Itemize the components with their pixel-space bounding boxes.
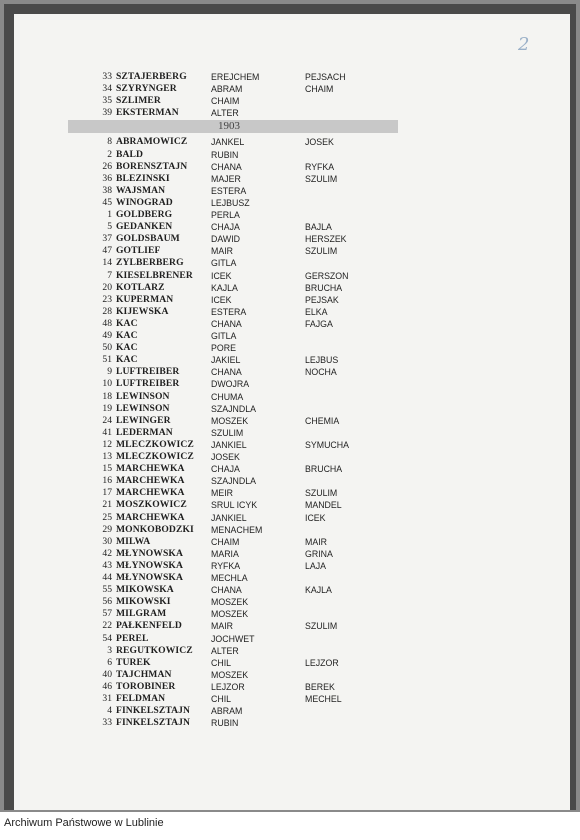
- entry-number: 46: [102, 680, 112, 692]
- entry-surname: TAJCHMAN: [116, 668, 172, 680]
- list-row: [0, 560, 580, 572]
- entry-given-name: SZAJNDLA: [211, 476, 256, 487]
- entry-second-name: SZULIM: [305, 246, 338, 257]
- list-row: [0, 378, 580, 390]
- entry-given-name: CHANA: [211, 585, 242, 596]
- entry-second-name: ELKA: [305, 306, 328, 317]
- entry-number: 21: [102, 499, 112, 511]
- entry-given-name: ICEK: [211, 270, 232, 281]
- entry-second-name: SZULIM: [305, 621, 338, 632]
- list-row: [0, 257, 580, 269]
- entry-surname: MIKOWSKA: [116, 584, 174, 596]
- list-row: [0, 83, 580, 95]
- list-row: [0, 149, 580, 161]
- entry-given-name: PERLA: [211, 210, 240, 220]
- entry-surname: BLEZINSKI: [116, 172, 170, 184]
- entry-given-name: MOSZEK: [211, 415, 249, 426]
- entry-given-name: RYFKA: [211, 560, 241, 571]
- entry-second-name: GRINA: [305, 548, 333, 559]
- entry-given-name: ABRAM: [211, 706, 243, 717]
- entry-surname: SZYRYNGER: [116, 83, 177, 95]
- year-section-header: [68, 120, 398, 133]
- entry-surname: PEREL: [116, 632, 149, 644]
- entry-second-name: GERSZON: [305, 270, 349, 281]
- entry-given-name: CHAIM: [211, 536, 240, 547]
- entry-second-name: LAJA: [305, 560, 327, 571]
- entry-given-name: ESTERA: [211, 306, 247, 317]
- entry-number: 22: [102, 620, 112, 632]
- entry-number: 45: [102, 196, 112, 208]
- entry-given-name: MECHLA: [211, 573, 248, 583]
- entry-surname: MARCHEWKA: [116, 475, 185, 487]
- list-row: [0, 536, 580, 548]
- list-row: [0, 572, 580, 584]
- entry-number: 12: [102, 438, 112, 450]
- entry-number: 28: [102, 305, 112, 317]
- entry-number: 24: [102, 414, 112, 426]
- entry-number: 25: [102, 511, 112, 523]
- list-row: [0, 136, 580, 148]
- entry-given-name: CHANA: [211, 318, 242, 329]
- entry-surname: SZLIMER: [116, 95, 161, 107]
- entry-given-name: MOSZEK: [211, 597, 249, 608]
- entry-second-name: HERSZEK: [305, 234, 347, 245]
- list-row: [0, 233, 580, 245]
- entry-given-name: CHIL: [211, 694, 232, 704]
- list-row: [0, 620, 580, 632]
- entry-surname: GOLDSBAUM: [116, 233, 180, 245]
- entry-second-name: LEJZOR: [305, 657, 339, 668]
- list-row: [0, 342, 580, 354]
- entry-given-name: CHUMA: [211, 391, 244, 402]
- entry-given-name: ALTER: [211, 108, 239, 119]
- entry-given-name: CHAJA: [211, 464, 240, 475]
- entry-surname: PAŁKENFELD: [116, 620, 182, 632]
- list-row: [0, 717, 580, 729]
- entry-number: 10: [102, 378, 112, 390]
- entry-given-name: RUBIN: [211, 718, 239, 729]
- entry-number: 7: [107, 269, 112, 281]
- list-row: [0, 451, 580, 463]
- entry-surname: KAC: [116, 317, 138, 329]
- entry-second-name: MANDEL: [305, 500, 342, 511]
- entry-surname: MLECZKOWICZ: [116, 438, 194, 450]
- entry-given-name: DAWID: [211, 234, 240, 245]
- entry-number: 34: [102, 83, 112, 95]
- entry-given-name: CHANA: [211, 161, 242, 172]
- handwritten-page-number: 2: [518, 34, 530, 55]
- entry-surname: KOTLARZ: [116, 281, 165, 293]
- entry-given-name: CHAJA: [211, 222, 240, 233]
- entry-surname: TOROBINER: [116, 680, 176, 692]
- year-label: 1903: [218, 120, 240, 132]
- list-row: [0, 633, 580, 645]
- list-row: [0, 548, 580, 560]
- entry-second-name: CHAIM: [305, 84, 334, 95]
- entry-number: 13: [102, 451, 112, 462]
- entry-number: 23: [102, 293, 112, 305]
- entry-surname: FELDMAN: [116, 693, 166, 704]
- entry-given-name: CHIL: [211, 657, 232, 668]
- entry-surname: MŁYNOWSKA: [116, 559, 183, 571]
- entry-given-name: MOSZEK: [211, 669, 249, 680]
- entry-number: 44: [102, 572, 112, 583]
- list-row: [0, 512, 580, 524]
- list-row: [0, 681, 580, 693]
- entry-given-name: JAKIEL: [211, 355, 241, 366]
- entry-second-name: SZULIM: [305, 488, 338, 499]
- list-row: [0, 439, 580, 451]
- entry-surname: MLECZKOWICZ: [116, 451, 194, 462]
- entry-surname: MOSZKOWICZ: [116, 499, 187, 511]
- list-row: [0, 294, 580, 306]
- entry-given-name: KAJLA: [211, 282, 238, 293]
- entry-surname: KAC: [116, 342, 138, 354]
- list-row: [0, 173, 580, 185]
- entry-given-name: EREJCHEM: [211, 72, 260, 82]
- entry-given-name: CHANA: [211, 367, 242, 378]
- entry-surname: GOTLIEF: [116, 245, 161, 257]
- entry-surname: ABRAMOWICZ: [116, 136, 188, 148]
- entry-number: 41: [102, 426, 112, 438]
- entry-number: 3: [107, 644, 112, 656]
- entry-number: 39: [102, 107, 112, 119]
- list-row: [0, 306, 580, 318]
- entry-number: 35: [102, 95, 112, 107]
- entry-surname: BALD: [116, 148, 144, 160]
- entry-number: 31: [102, 693, 112, 704]
- entry-number: 20: [102, 281, 112, 293]
- entry-surname: GEDANKEN: [116, 221, 173, 233]
- list-row: [0, 95, 580, 107]
- entry-number: 42: [102, 547, 112, 559]
- entry-given-name: MOSZEK: [211, 609, 249, 620]
- list-row: [0, 71, 580, 83]
- list-row: [0, 330, 580, 342]
- entry-surname: REGUTKOWICZ: [116, 644, 193, 656]
- list-row: [0, 693, 580, 705]
- entry-surname: GOLDBERG: [116, 209, 173, 220]
- entry-number: 50: [102, 342, 112, 354]
- entry-number: 29: [102, 523, 112, 535]
- list-row: [0, 403, 580, 415]
- entry-second-name: NOCHA: [305, 367, 337, 378]
- list-row: [0, 415, 580, 427]
- entry-surname: LUFTREIBER: [116, 378, 180, 390]
- list-row: [0, 221, 580, 233]
- entry-number: 17: [102, 487, 112, 499]
- entry-surname: MONKOBODZKI: [116, 523, 194, 535]
- list-row: [0, 282, 580, 294]
- entry-given-name: MAIR: [211, 246, 233, 257]
- entry-given-name: GITLA: [211, 331, 237, 341]
- entry-number: 18: [102, 390, 112, 402]
- entry-number: 5: [107, 221, 112, 233]
- entry-number: 6: [107, 656, 112, 668]
- entry-surname: KAC: [116, 330, 138, 341]
- entry-number: 26: [102, 160, 112, 172]
- entry-given-name: JANKEL: [211, 137, 245, 148]
- entry-given-name: ICEK: [211, 294, 232, 305]
- entry-number: 14: [102, 257, 112, 269]
- entry-surname: LEWINGER: [116, 414, 171, 426]
- entry-surname: MILWA: [116, 535, 151, 547]
- entry-second-name: BRUCHA: [305, 282, 343, 293]
- list-row: [0, 487, 580, 499]
- entry-second-name: SYMUCHA: [305, 439, 349, 450]
- entry-surname: LEWINSON: [116, 402, 170, 414]
- list-row: [0, 705, 580, 717]
- entry-second-name: PEJSAK: [305, 294, 339, 305]
- list-row: [0, 197, 580, 209]
- entry-second-name: BEREK: [305, 681, 335, 692]
- entry-given-name: PORE: [211, 343, 236, 354]
- entry-given-name: SZULIM: [211, 427, 244, 438]
- list-row: [0, 669, 580, 681]
- entry-second-name: RYFKA: [305, 161, 335, 172]
- list-row: [0, 608, 580, 620]
- entry-number: 38: [102, 184, 112, 196]
- entry-surname: MILGRAM: [116, 608, 167, 620]
- entry-surname: KUPERMAN: [116, 293, 174, 305]
- entry-given-name: CHAIM: [211, 96, 240, 107]
- entry-number: 40: [102, 668, 112, 680]
- entry-given-name: MEIR: [211, 488, 233, 499]
- entry-number: 36: [102, 172, 112, 184]
- archive-footer: [0, 812, 580, 840]
- entry-given-name: JOCHWET: [211, 633, 255, 644]
- entry-surname: FINKELSZTAJN: [116, 705, 191, 717]
- entry-number: 55: [102, 584, 112, 596]
- entry-given-name: LEJBUSZ: [211, 197, 250, 208]
- entry-second-name: CHEMIA: [305, 415, 340, 426]
- entry-given-name: MAJER: [211, 173, 241, 184]
- entry-number: 19: [102, 402, 112, 414]
- entry-number: 4: [107, 705, 112, 717]
- entry-number: 57: [102, 608, 112, 620]
- entry-given-name: ABRAM: [211, 84, 243, 95]
- list-row: [0, 427, 580, 439]
- entry-given-name: JANKIEL: [211, 512, 247, 523]
- list-row: [0, 645, 580, 657]
- entry-surname: MŁYNOWSKA: [116, 547, 183, 559]
- list-row: [0, 596, 580, 608]
- list-row: [0, 245, 580, 257]
- list-row: [0, 209, 580, 221]
- entry-surname: EKSTERMAN: [116, 107, 179, 119]
- entry-second-name: ICEK: [305, 512, 326, 523]
- list-row: [0, 185, 580, 197]
- entry-second-name: FAJGA: [305, 318, 333, 329]
- entry-second-name: BAJLA: [305, 222, 332, 233]
- entry-given-name: JOSEK: [211, 452, 240, 462]
- entry-number: 51: [102, 354, 112, 366]
- entry-given-name: ESTERA: [211, 185, 247, 196]
- entry-number: 43: [102, 559, 112, 571]
- entry-second-name: MECHEL: [305, 694, 342, 704]
- entry-second-name: JOSEK: [305, 137, 334, 148]
- entry-second-name: MAIR: [305, 536, 327, 547]
- entry-surname: WINOGRAD: [116, 196, 173, 208]
- list-row: [0, 391, 580, 403]
- entry-given-name: SRUL ICYK: [211, 500, 258, 511]
- entry-surname: KIESELBRENER: [116, 269, 193, 281]
- entry-given-name: MENACHEM: [211, 524, 263, 535]
- archive-name: Archiwum Państwowe w Lublinie: [4, 817, 164, 829]
- entry-given-name: GITLA: [211, 258, 237, 269]
- entry-number: 49: [102, 330, 112, 341]
- entry-surname: ZYLBERBERG: [116, 257, 184, 269]
- entry-given-name: DWOJRA: [211, 379, 250, 390]
- entry-given-name: SZAJNDLA: [211, 403, 256, 414]
- entry-given-name: MARIA: [211, 548, 239, 559]
- entry-surname: LEWINSON: [116, 390, 170, 402]
- entry-surname: MIKOWSKI: [116, 596, 171, 608]
- list-row: [0, 657, 580, 669]
- entry-surname: TUREK: [116, 656, 151, 668]
- entry-number: 47: [102, 245, 112, 257]
- entry-surname: LUFTREIBER: [116, 366, 180, 378]
- list-row: [0, 161, 580, 173]
- entry-number: 56: [102, 596, 112, 608]
- entry-second-name: PEJSACH: [305, 72, 346, 82]
- entry-surname: MARCHEWKA: [116, 463, 185, 475]
- entry-number: 30: [102, 535, 112, 547]
- entry-given-name: ALTER: [211, 645, 239, 656]
- entry-surname: BORENSZTAJN: [116, 160, 188, 172]
- entry-number: 2: [107, 148, 112, 160]
- entry-surname: KAC: [116, 354, 138, 366]
- entry-number: 48: [102, 317, 112, 329]
- list-row: [0, 475, 580, 487]
- entry-number: 8: [107, 136, 112, 148]
- list-row: [0, 366, 580, 378]
- entry-surname: MŁYNOWSKA: [116, 572, 183, 583]
- entry-number: 15: [102, 463, 112, 475]
- entry-number: 37: [102, 233, 112, 245]
- entry-second-name: BRUCHA: [305, 464, 343, 475]
- entry-number: 1: [107, 209, 112, 220]
- entry-surname: MARCHEWKA: [116, 487, 185, 499]
- list-row: [0, 584, 580, 596]
- entry-second-name: LEJBUS: [305, 355, 339, 366]
- entry-number: 33: [102, 71, 112, 82]
- list-row: [0, 107, 580, 119]
- entry-number: 9: [107, 366, 112, 378]
- entry-given-name: JANKIEL: [211, 439, 247, 450]
- entry-given-name: LEJZOR: [211, 681, 245, 692]
- entry-given-name: MAIR: [211, 621, 233, 632]
- list-row: [0, 524, 580, 536]
- list-row: [0, 318, 580, 330]
- list-row: [0, 354, 580, 366]
- entry-second-name: KAJLA: [305, 585, 332, 596]
- entry-number: 16: [102, 475, 112, 487]
- entry-number: 33: [102, 717, 112, 729]
- entry-surname: LEDERMAN: [116, 426, 173, 438]
- list-row: [0, 463, 580, 475]
- entry-number: 54: [102, 632, 112, 644]
- list-row: [0, 499, 580, 511]
- entry-surname: FINKELSZTAJN: [116, 717, 191, 729]
- entry-surname: SZTAJERBERG: [116, 71, 187, 82]
- entry-given-name: RUBIN: [211, 149, 239, 160]
- entry-second-name: SZULIM: [305, 173, 338, 184]
- list-row: [0, 270, 580, 282]
- entry-surname: KIJEWSKA: [116, 305, 169, 317]
- entry-surname: WAJSMAN: [116, 184, 166, 196]
- entry-surname: MARCHEWKA: [116, 511, 185, 523]
